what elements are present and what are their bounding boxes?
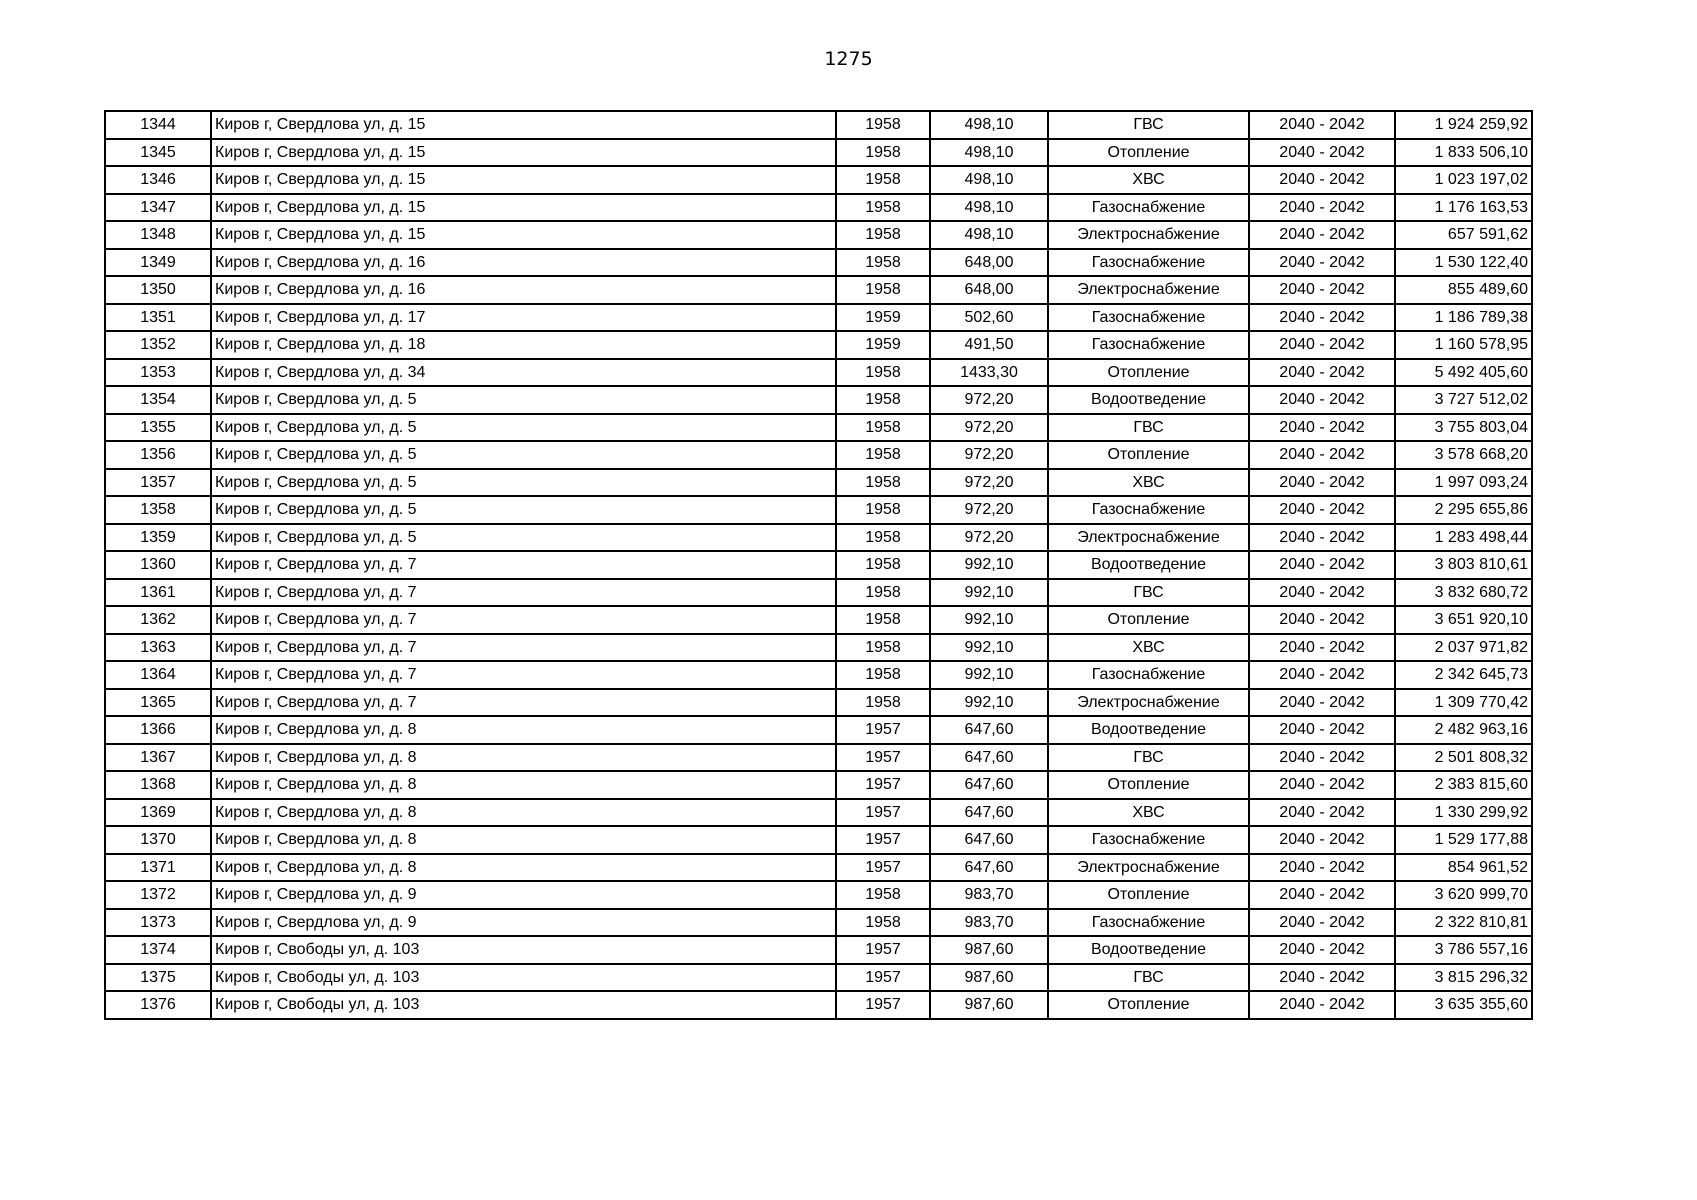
table-row	[105, 111, 1532, 139]
table-row	[105, 744, 1532, 772]
area-cell: 987,60	[930, 964, 1048, 992]
cost-cell: 1 997 093,24	[1395, 469, 1532, 497]
work-type-cell: ХВС	[1048, 166, 1249, 194]
build-year-cell: 1957	[836, 991, 930, 1019]
area-cell: 972,20	[930, 441, 1048, 469]
cost-cell: 3 651 920,10	[1395, 606, 1532, 634]
row-number-cell: 1348	[105, 221, 211, 249]
area-cell: 992,10	[930, 606, 1048, 634]
build-year-cell: 1958	[836, 139, 930, 167]
row-number-cell: 1359	[105, 524, 211, 552]
work-type-cell: Отопление	[1048, 881, 1249, 909]
period-cell: 2040 - 2042	[1249, 799, 1395, 827]
area-cell: 498,10	[930, 166, 1048, 194]
build-year-cell: 1957	[836, 826, 930, 854]
table-row	[105, 221, 1532, 249]
row-number-cell: 1369	[105, 799, 211, 827]
address-cell: Киров г, Свердлова ул, д. 7	[211, 634, 836, 662]
cost-cell: 1 283 498,44	[1395, 524, 1532, 552]
build-year-cell: 1957	[836, 716, 930, 744]
address-cell: Киров г, Свердлова ул, д. 8	[211, 744, 836, 772]
build-year-cell: 1958	[836, 909, 930, 937]
period-cell: 2040 - 2042	[1249, 441, 1395, 469]
cost-cell: 2 342 645,73	[1395, 661, 1532, 689]
address-cell: Киров г, Свердлова ул, д. 7	[211, 606, 836, 634]
address-cell: Киров г, Свердлова ул, д. 7	[211, 661, 836, 689]
period-cell: 2040 - 2042	[1249, 524, 1395, 552]
table-row	[105, 991, 1532, 1019]
address-cell: Киров г, Свердлова ул, д. 15	[211, 111, 836, 139]
area-cell: 498,10	[930, 111, 1048, 139]
address-cell: Киров г, Свердлова ул, д. 8	[211, 799, 836, 827]
table-row	[105, 386, 1532, 414]
period-cell: 2040 - 2042	[1249, 194, 1395, 222]
work-type-cell: Газоснабжение	[1048, 249, 1249, 277]
cost-cell: 3 815 296,32	[1395, 964, 1532, 992]
row-number-cell: 1361	[105, 579, 211, 607]
work-type-cell: Отопление	[1048, 991, 1249, 1019]
cost-cell: 3 620 999,70	[1395, 881, 1532, 909]
build-year-cell: 1958	[836, 386, 930, 414]
period-cell: 2040 - 2042	[1249, 689, 1395, 717]
cost-cell: 5 492 405,60	[1395, 359, 1532, 387]
cost-cell: 2 501 808,32	[1395, 744, 1532, 772]
area-cell: 992,10	[930, 661, 1048, 689]
cost-cell: 3 786 557,16	[1395, 936, 1532, 964]
repair-schedule-table	[104, 110, 1533, 1020]
table-row	[105, 854, 1532, 882]
cost-cell: 1 176 163,53	[1395, 194, 1532, 222]
build-year-cell: 1959	[836, 331, 930, 359]
work-type-cell: Газоснабжение	[1048, 826, 1249, 854]
period-cell: 2040 - 2042	[1249, 496, 1395, 524]
row-number-cell: 1347	[105, 194, 211, 222]
cost-cell: 1 529 177,88	[1395, 826, 1532, 854]
build-year-cell: 1958	[836, 689, 930, 717]
build-year-cell: 1958	[836, 524, 930, 552]
cost-cell: 1 924 259,92	[1395, 111, 1532, 139]
address-cell: Киров г, Свободы ул, д. 103	[211, 991, 836, 1019]
build-year-cell: 1958	[836, 276, 930, 304]
period-cell: 2040 - 2042	[1249, 331, 1395, 359]
area-cell: 647,60	[930, 799, 1048, 827]
work-type-cell: ГВС	[1048, 414, 1249, 442]
table-row	[105, 249, 1532, 277]
address-cell: Киров г, Свердлова ул, д. 8	[211, 826, 836, 854]
table-row	[105, 606, 1532, 634]
period-cell: 2040 - 2042	[1249, 386, 1395, 414]
table-body	[105, 111, 1532, 1019]
address-cell: Киров г, Свердлова ул, д. 5	[211, 469, 836, 497]
work-type-cell: Газоснабжение	[1048, 194, 1249, 222]
area-cell: 972,20	[930, 414, 1048, 442]
area-cell: 987,60	[930, 991, 1048, 1019]
period-cell: 2040 - 2042	[1249, 579, 1395, 607]
table-row	[105, 166, 1532, 194]
cost-cell: 2 383 815,60	[1395, 771, 1532, 799]
address-cell: Киров г, Свердлова ул, д. 8	[211, 854, 836, 882]
build-year-cell: 1957	[836, 964, 930, 992]
period-cell: 2040 - 2042	[1249, 854, 1395, 882]
area-cell: 972,20	[930, 386, 1048, 414]
table-row	[105, 276, 1532, 304]
work-type-cell: ХВС	[1048, 634, 1249, 662]
cost-cell: 1 186 789,38	[1395, 304, 1532, 332]
row-number-cell: 1350	[105, 276, 211, 304]
period-cell: 2040 - 2042	[1249, 661, 1395, 689]
area-cell: 498,10	[930, 221, 1048, 249]
table-row	[105, 551, 1532, 579]
cost-cell: 3 832 680,72	[1395, 579, 1532, 607]
row-number-cell: 1349	[105, 249, 211, 277]
address-cell: Киров г, Свердлова ул, д. 7	[211, 551, 836, 579]
cost-cell: 3 578 668,20	[1395, 441, 1532, 469]
period-cell: 2040 - 2042	[1249, 139, 1395, 167]
build-year-cell: 1957	[836, 854, 930, 882]
row-number-cell: 1366	[105, 716, 211, 744]
build-year-cell: 1958	[836, 111, 930, 139]
cost-cell: 855 489,60	[1395, 276, 1532, 304]
work-type-cell: Электроснабжение	[1048, 524, 1249, 552]
period-cell: 2040 - 2042	[1249, 881, 1395, 909]
table-row	[105, 716, 1532, 744]
address-cell: Киров г, Свердлова ул, д. 5	[211, 496, 836, 524]
address-cell: Киров г, Свободы ул, д. 103	[211, 936, 836, 964]
cost-cell: 3 727 512,02	[1395, 386, 1532, 414]
row-number-cell: 1372	[105, 881, 211, 909]
period-cell: 2040 - 2042	[1249, 909, 1395, 937]
area-cell: 992,10	[930, 634, 1048, 662]
build-year-cell: 1958	[836, 414, 930, 442]
build-year-cell: 1958	[836, 606, 930, 634]
cost-cell: 1 309 770,42	[1395, 689, 1532, 717]
table-row	[105, 304, 1532, 332]
row-number-cell: 1352	[105, 331, 211, 359]
address-cell: Киров г, Свердлова ул, д. 15	[211, 221, 836, 249]
area-cell: 498,10	[930, 139, 1048, 167]
area-cell: 647,60	[930, 744, 1048, 772]
table-row	[105, 881, 1532, 909]
cost-cell: 1 160 578,95	[1395, 331, 1532, 359]
work-type-cell: Водоотведение	[1048, 551, 1249, 579]
area-cell: 648,00	[930, 276, 1048, 304]
build-year-cell: 1958	[836, 661, 930, 689]
address-cell: Киров г, Свердлова ул, д. 15	[211, 166, 836, 194]
work-type-cell: Водоотведение	[1048, 386, 1249, 414]
period-cell: 2040 - 2042	[1249, 826, 1395, 854]
address-cell: Киров г, Свердлова ул, д. 5	[211, 524, 836, 552]
cost-cell: 2 037 971,82	[1395, 634, 1532, 662]
area-cell: 502,60	[930, 304, 1048, 332]
build-year-cell: 1958	[836, 441, 930, 469]
table-row	[105, 936, 1532, 964]
area-cell: 491,50	[930, 331, 1048, 359]
area-cell: 972,20	[930, 496, 1048, 524]
table-row	[105, 331, 1532, 359]
work-type-cell: Газоснабжение	[1048, 304, 1249, 332]
cost-cell: 854 961,52	[1395, 854, 1532, 882]
period-cell: 2040 - 2042	[1249, 111, 1395, 139]
area-cell: 992,10	[930, 689, 1048, 717]
period-cell: 2040 - 2042	[1249, 469, 1395, 497]
row-number-cell: 1365	[105, 689, 211, 717]
area-cell: 647,60	[930, 771, 1048, 799]
build-year-cell: 1958	[836, 634, 930, 662]
build-year-cell: 1957	[836, 744, 930, 772]
cost-cell: 3 635 355,60	[1395, 991, 1532, 1019]
work-type-cell: ГВС	[1048, 579, 1249, 607]
address-cell: Киров г, Свердлова ул, д. 9	[211, 909, 836, 937]
period-cell: 2040 - 2042	[1249, 414, 1395, 442]
cost-cell: 1 023 197,02	[1395, 166, 1532, 194]
area-cell: 647,60	[930, 854, 1048, 882]
build-year-cell: 1957	[836, 771, 930, 799]
cost-cell: 2 482 963,16	[1395, 716, 1532, 744]
row-number-cell: 1355	[105, 414, 211, 442]
build-year-cell: 1958	[836, 221, 930, 249]
work-type-cell: Электроснабжение	[1048, 221, 1249, 249]
period-cell: 2040 - 2042	[1249, 249, 1395, 277]
address-cell: Киров г, Свердлова ул, д. 9	[211, 881, 836, 909]
address-cell: Киров г, Свердлова ул, д. 17	[211, 304, 836, 332]
build-year-cell: 1958	[836, 166, 930, 194]
period-cell: 2040 - 2042	[1249, 991, 1395, 1019]
period-cell: 2040 - 2042	[1249, 304, 1395, 332]
row-number-cell: 1371	[105, 854, 211, 882]
area-cell: 983,70	[930, 909, 1048, 937]
address-cell: Киров г, Свердлова ул, д. 8	[211, 716, 836, 744]
work-type-cell: Газоснабжение	[1048, 331, 1249, 359]
row-number-cell: 1370	[105, 826, 211, 854]
area-cell: 972,20	[930, 469, 1048, 497]
table-row	[105, 524, 1532, 552]
area-cell: 987,60	[930, 936, 1048, 964]
address-cell: Киров г, Свердлова ул, д. 7	[211, 689, 836, 717]
table-row	[105, 771, 1532, 799]
row-number-cell: 1357	[105, 469, 211, 497]
row-number-cell: 1364	[105, 661, 211, 689]
table-row	[105, 414, 1532, 442]
row-number-cell: 1358	[105, 496, 211, 524]
address-cell: Киров г, Свердлова ул, д. 5	[211, 441, 836, 469]
table-row	[105, 441, 1532, 469]
period-cell: 2040 - 2042	[1249, 551, 1395, 579]
table-row	[105, 579, 1532, 607]
period-cell: 2040 - 2042	[1249, 276, 1395, 304]
work-type-cell: Газоснабжение	[1048, 496, 1249, 524]
address-cell: Киров г, Свердлова ул, д. 15	[211, 194, 836, 222]
row-number-cell: 1344	[105, 111, 211, 139]
address-cell: Киров г, Свердлова ул, д. 16	[211, 249, 836, 277]
row-number-cell: 1363	[105, 634, 211, 662]
period-cell: 2040 - 2042	[1249, 221, 1395, 249]
area-cell: 498,10	[930, 194, 1048, 222]
table-row	[105, 139, 1532, 167]
cost-cell: 3 755 803,04	[1395, 414, 1532, 442]
area-cell: 992,10	[930, 551, 1048, 579]
table-row	[105, 826, 1532, 854]
address-cell: Киров г, Свердлова ул, д. 18	[211, 331, 836, 359]
build-year-cell: 1957	[836, 936, 930, 964]
cost-cell: 1 530 122,40	[1395, 249, 1532, 277]
area-cell: 992,10	[930, 579, 1048, 607]
address-cell: Киров г, Свердлова ул, д. 34	[211, 359, 836, 387]
work-type-cell: Электроснабжение	[1048, 276, 1249, 304]
cost-cell: 2 295 655,86	[1395, 496, 1532, 524]
period-cell: 2040 - 2042	[1249, 606, 1395, 634]
table-row	[105, 496, 1532, 524]
row-number-cell: 1356	[105, 441, 211, 469]
build-year-cell: 1958	[836, 249, 930, 277]
address-cell: Киров г, Свердлова ул, д. 5	[211, 414, 836, 442]
build-year-cell: 1958	[836, 579, 930, 607]
work-type-cell: Отопление	[1048, 606, 1249, 634]
work-type-cell: Отопление	[1048, 139, 1249, 167]
period-cell: 2040 - 2042	[1249, 936, 1395, 964]
cost-cell: 3 803 810,61	[1395, 551, 1532, 579]
row-number-cell: 1367	[105, 744, 211, 772]
work-type-cell: ГВС	[1048, 964, 1249, 992]
table-row	[105, 661, 1532, 689]
work-type-cell: Отопление	[1048, 771, 1249, 799]
period-cell: 2040 - 2042	[1249, 166, 1395, 194]
build-year-cell: 1957	[836, 799, 930, 827]
area-cell: 647,60	[930, 716, 1048, 744]
table-row	[105, 469, 1532, 497]
build-year-cell: 1958	[836, 469, 930, 497]
cost-cell: 2 322 810,81	[1395, 909, 1532, 937]
row-number-cell: 1351	[105, 304, 211, 332]
row-number-cell: 1375	[105, 964, 211, 992]
build-year-cell: 1958	[836, 359, 930, 387]
address-cell: Киров г, Свердлова ул, д. 8	[211, 771, 836, 799]
table-row	[105, 634, 1532, 662]
address-cell: Киров г, Свердлова ул, д. 15	[211, 139, 836, 167]
work-type-cell: ХВС	[1048, 469, 1249, 497]
period-cell: 2040 - 2042	[1249, 771, 1395, 799]
table-row	[105, 359, 1532, 387]
table-row	[105, 194, 1532, 222]
address-cell: Киров г, Свободы ул, д. 103	[211, 964, 836, 992]
work-type-cell: ХВС	[1048, 799, 1249, 827]
area-cell: 983,70	[930, 881, 1048, 909]
work-type-cell: Водоотведение	[1048, 716, 1249, 744]
table-row	[105, 909, 1532, 937]
work-type-cell: Газоснабжение	[1048, 909, 1249, 937]
cost-cell: 657 591,62	[1395, 221, 1532, 249]
table-row	[105, 964, 1532, 992]
period-cell: 2040 - 2042	[1249, 744, 1395, 772]
period-cell: 2040 - 2042	[1249, 716, 1395, 744]
row-number-cell: 1368	[105, 771, 211, 799]
work-type-cell: Электроснабжение	[1048, 854, 1249, 882]
row-number-cell: 1362	[105, 606, 211, 634]
work-type-cell: ГВС	[1048, 744, 1249, 772]
table-row	[105, 799, 1532, 827]
period-cell: 2040 - 2042	[1249, 359, 1395, 387]
address-cell: Киров г, Свердлова ул, д. 5	[211, 386, 836, 414]
build-year-cell: 1958	[836, 881, 930, 909]
table-row	[105, 689, 1532, 717]
area-cell: 648,00	[930, 249, 1048, 277]
area-cell: 1433,30	[930, 359, 1048, 387]
address-cell: Киров г, Свердлова ул, д. 16	[211, 276, 836, 304]
row-number-cell: 1374	[105, 936, 211, 964]
cost-cell: 1 833 506,10	[1395, 139, 1532, 167]
build-year-cell: 1958	[836, 194, 930, 222]
build-year-cell: 1959	[836, 304, 930, 332]
row-number-cell: 1360	[105, 551, 211, 579]
row-number-cell: 1354	[105, 386, 211, 414]
area-cell: 647,60	[930, 826, 1048, 854]
row-number-cell: 1376	[105, 991, 211, 1019]
work-type-cell: Отопление	[1048, 441, 1249, 469]
build-year-cell: 1958	[836, 496, 930, 524]
row-number-cell: 1373	[105, 909, 211, 937]
work-type-cell: Газоснабжение	[1048, 661, 1249, 689]
row-number-cell: 1346	[105, 166, 211, 194]
build-year-cell: 1958	[836, 551, 930, 579]
period-cell: 2040 - 2042	[1249, 964, 1395, 992]
row-number-cell: 1345	[105, 139, 211, 167]
work-type-cell: Электроснабжение	[1048, 689, 1249, 717]
row-number-cell: 1353	[105, 359, 211, 387]
work-type-cell: Водоотведение	[1048, 936, 1249, 964]
period-cell: 2040 - 2042	[1249, 634, 1395, 662]
address-cell: Киров г, Свердлова ул, д. 7	[211, 579, 836, 607]
area-cell: 972,20	[930, 524, 1048, 552]
work-type-cell: Отопление	[1048, 359, 1249, 387]
work-type-cell: ГВС	[1048, 111, 1249, 139]
cost-cell: 1 330 299,92	[1395, 799, 1532, 827]
page-number: 1275	[824, 48, 873, 70]
